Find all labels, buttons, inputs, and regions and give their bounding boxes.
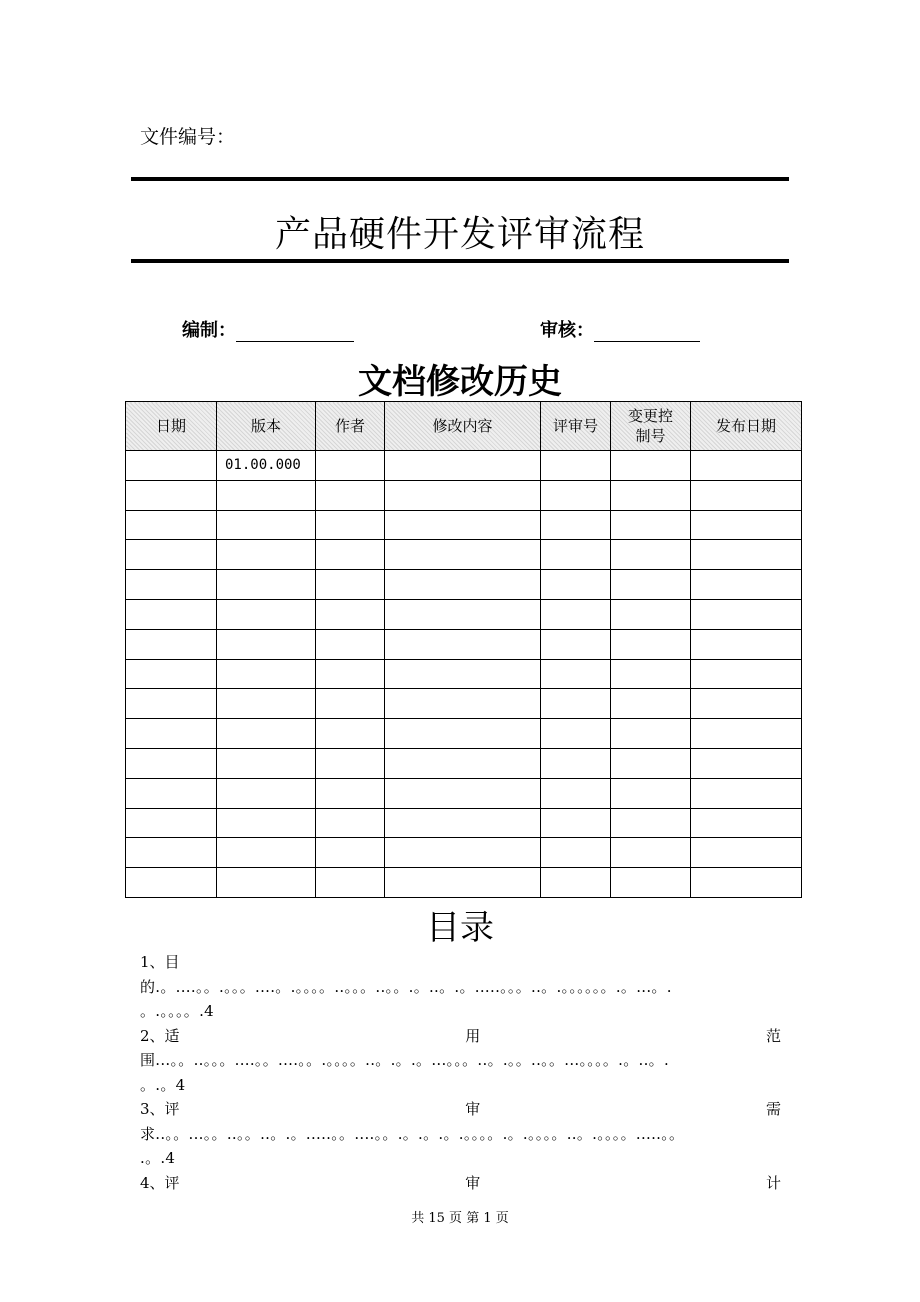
table-cell bbox=[316, 778, 385, 808]
table-cell bbox=[611, 570, 691, 600]
table-cell bbox=[217, 659, 316, 689]
table-cell bbox=[691, 510, 802, 540]
table-cell bbox=[316, 868, 385, 898]
table-cell bbox=[316, 480, 385, 510]
table-row bbox=[126, 719, 802, 749]
reviewed-blank bbox=[594, 321, 700, 342]
table-cell bbox=[611, 719, 691, 749]
table-cell bbox=[541, 570, 611, 600]
table-cell bbox=[611, 659, 691, 689]
table-cell bbox=[385, 778, 541, 808]
column-header: 作者 bbox=[316, 402, 385, 451]
toc-entry-heading[interactable] bbox=[140, 1171, 781, 1196]
table-row bbox=[126, 689, 802, 719]
document-title: 产品硬件开发评审流程 bbox=[274, 214, 645, 255]
toc-entry-word: 1、目 bbox=[140, 953, 180, 971]
table-cell bbox=[126, 480, 217, 510]
document-number-label: 文件编号： bbox=[140, 126, 236, 148]
table-row bbox=[126, 540, 802, 570]
table-cell bbox=[217, 868, 316, 898]
table-cell bbox=[385, 838, 541, 868]
table-cell bbox=[541, 451, 611, 481]
table-cell bbox=[691, 719, 802, 749]
table-cell bbox=[217, 838, 316, 868]
column-header: 修改内容 bbox=[385, 402, 541, 451]
toc-page-number: .。.4 bbox=[140, 1149, 176, 1167]
table-row bbox=[126, 570, 802, 600]
toc-leader: 的.。....。。.。。。....。.。。。。..。。。..。。.。..。.。.....。。。..。.。。。。。。.。...。. bbox=[140, 977, 672, 996]
table-row bbox=[126, 629, 802, 659]
table-cell bbox=[126, 778, 217, 808]
table-row bbox=[126, 599, 802, 629]
revision-history-table bbox=[125, 401, 802, 898]
table-cell bbox=[611, 808, 691, 838]
table-cell bbox=[541, 808, 611, 838]
table-cell bbox=[385, 451, 541, 481]
toc-entry-word: 计 bbox=[765, 1173, 781, 1192]
table-cell bbox=[691, 808, 802, 838]
table-cell bbox=[385, 719, 541, 749]
table-cell bbox=[126, 689, 217, 719]
table-cell bbox=[126, 838, 217, 868]
table-cell bbox=[611, 540, 691, 570]
table-cell bbox=[126, 719, 217, 749]
table-cell bbox=[217, 570, 316, 600]
table-row bbox=[126, 748, 802, 778]
column-header: 评审号 bbox=[541, 402, 611, 451]
table-cell bbox=[316, 629, 385, 659]
table-cell bbox=[611, 778, 691, 808]
table-cell bbox=[611, 510, 691, 540]
toc-entry-heading[interactable] bbox=[140, 950, 781, 975]
history-title: 文档修改历史 bbox=[358, 362, 562, 402]
table-cell bbox=[541, 480, 611, 510]
table-cell bbox=[541, 659, 611, 689]
table-cell bbox=[541, 599, 611, 629]
table-cell bbox=[385, 748, 541, 778]
prepared-label: 编制： bbox=[182, 320, 236, 341]
table-cell bbox=[691, 748, 802, 778]
toc-entry-word: 范 bbox=[765, 1026, 781, 1045]
table-cell bbox=[316, 689, 385, 719]
toc-leader: 围...。。..。。。....。。....。。.。。。。..。.。.。...。。。..。.。。..。。...。。。。.。..。. bbox=[140, 1051, 670, 1069]
reviewed-by bbox=[540, 316, 700, 342]
table-cell bbox=[611, 451, 691, 481]
table-header-row bbox=[126, 402, 802, 451]
table-cell bbox=[541, 689, 611, 719]
table-cell bbox=[126, 629, 217, 659]
table-cell bbox=[217, 510, 316, 540]
table-cell bbox=[541, 510, 611, 540]
toc-entry-word: 审 bbox=[465, 1173, 481, 1192]
table-cell bbox=[611, 748, 691, 778]
table-cell bbox=[691, 451, 802, 481]
table-cell bbox=[316, 838, 385, 868]
table-cell bbox=[691, 540, 802, 570]
reviewed-label: 审核： bbox=[540, 320, 594, 341]
table-row bbox=[126, 659, 802, 689]
toc-entry-heading[interactable] bbox=[140, 1097, 781, 1122]
table-cell bbox=[385, 659, 541, 689]
toc-entry-word: 2、适 bbox=[140, 1026, 180, 1045]
toc-title: 目录 bbox=[426, 908, 494, 948]
toc-entry-heading[interactable] bbox=[140, 1024, 781, 1049]
table-cell bbox=[126, 748, 217, 778]
table-cell bbox=[691, 838, 802, 868]
table-cell bbox=[126, 868, 217, 898]
table-cell bbox=[316, 659, 385, 689]
table-cell bbox=[217, 808, 316, 838]
title-rule bbox=[131, 259, 789, 263]
table-cell bbox=[611, 599, 691, 629]
table-cell bbox=[316, 510, 385, 540]
table-cell bbox=[541, 540, 611, 570]
table-cell bbox=[691, 659, 802, 689]
table-cell bbox=[126, 570, 217, 600]
table-cell bbox=[541, 629, 611, 659]
column-header: 发布日期 bbox=[691, 402, 802, 451]
toc-entry-word: 审 bbox=[465, 1100, 481, 1118]
prepared-by bbox=[182, 316, 354, 342]
table-cell bbox=[385, 480, 541, 510]
table-cell bbox=[385, 540, 541, 570]
table-cell bbox=[541, 719, 611, 749]
table-cell bbox=[691, 599, 802, 629]
table-cell bbox=[385, 599, 541, 629]
page-footer: 共 15 页 第 1 页 bbox=[411, 1211, 509, 1226]
table-cell bbox=[126, 540, 217, 570]
prepared-blank bbox=[236, 321, 354, 342]
toc-page-number: 。.。。。。.4 bbox=[140, 1002, 214, 1020]
table-cell bbox=[217, 719, 316, 749]
toc-entry-word: 需 bbox=[765, 1100, 781, 1118]
table-cell bbox=[385, 689, 541, 719]
table-cell bbox=[691, 570, 802, 600]
table-cell bbox=[611, 629, 691, 659]
table-cell bbox=[217, 689, 316, 719]
table-cell bbox=[217, 629, 316, 659]
table-cell bbox=[541, 838, 611, 868]
table-cell bbox=[541, 748, 611, 778]
table-cell bbox=[126, 659, 217, 689]
table-cell bbox=[217, 748, 316, 778]
column-header: 日期 bbox=[126, 402, 217, 451]
table-cell bbox=[217, 540, 316, 570]
table-cell bbox=[126, 451, 217, 481]
table-cell bbox=[217, 599, 316, 629]
table-row bbox=[126, 808, 802, 838]
table-row bbox=[126, 510, 802, 540]
table-cell bbox=[691, 868, 802, 898]
top-rule bbox=[131, 177, 789, 181]
table-cell bbox=[316, 719, 385, 749]
table-cell bbox=[316, 451, 385, 481]
table-cell bbox=[691, 480, 802, 510]
column-header: 变更控 制号 bbox=[611, 402, 691, 451]
table-cell bbox=[611, 838, 691, 868]
column-header: 版本 bbox=[217, 402, 316, 451]
table-row bbox=[126, 778, 802, 808]
table-row bbox=[126, 451, 802, 481]
table-cell bbox=[541, 868, 611, 898]
toc-page-number: 。.。4 bbox=[140, 1075, 186, 1094]
table-cell bbox=[217, 480, 316, 510]
table-cell bbox=[316, 570, 385, 600]
table-cell bbox=[126, 599, 217, 629]
table-cell bbox=[611, 480, 691, 510]
table-cell bbox=[316, 748, 385, 778]
toc-entry-word: 3、评 bbox=[140, 1100, 180, 1118]
toc-entry-word: 用 bbox=[465, 1026, 481, 1045]
table-cell bbox=[316, 599, 385, 629]
table-cell bbox=[316, 808, 385, 838]
table-cell: 01.00.000 bbox=[217, 451, 316, 481]
table-cell bbox=[691, 629, 802, 659]
table-cell bbox=[691, 778, 802, 808]
table-row bbox=[126, 838, 802, 868]
table-cell bbox=[691, 689, 802, 719]
table-cell bbox=[126, 510, 217, 540]
table-row bbox=[126, 480, 802, 510]
table-cell bbox=[385, 808, 541, 838]
table-cell bbox=[541, 778, 611, 808]
table-row bbox=[126, 868, 802, 898]
toc-entry-word: 4、评 bbox=[140, 1173, 180, 1192]
table-cell bbox=[385, 629, 541, 659]
table-cell bbox=[385, 510, 541, 540]
table-cell bbox=[126, 808, 217, 838]
table-cell bbox=[611, 868, 691, 898]
table-cell bbox=[316, 540, 385, 570]
table-cell bbox=[385, 868, 541, 898]
table-cell bbox=[611, 689, 691, 719]
table-of-contents bbox=[140, 950, 781, 1195]
table-cell bbox=[385, 570, 541, 600]
toc-leader: 求..。。...。。..。。..。.。.....。。....。。.。.。.。.。。。。.。.。。。。..。.。。。。.....。。 bbox=[140, 1124, 685, 1143]
table-cell bbox=[217, 778, 316, 808]
